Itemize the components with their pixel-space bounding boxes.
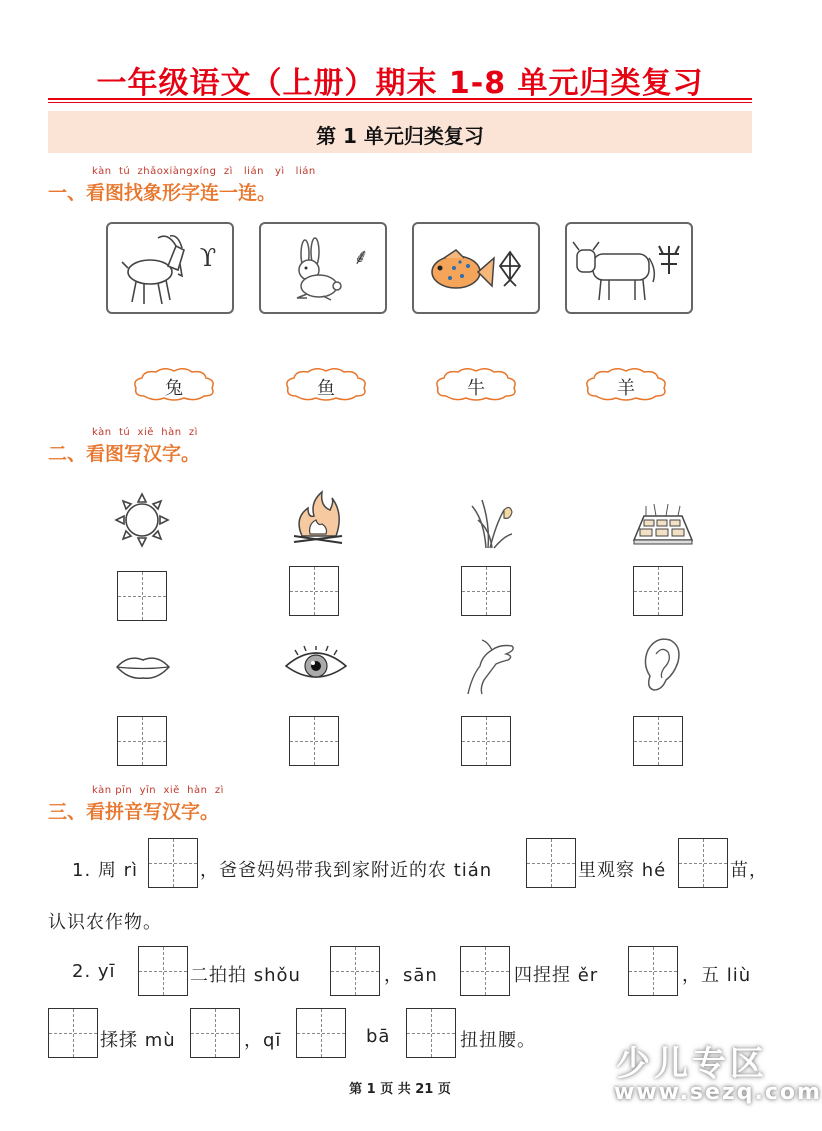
s1-part-d: 苗，: [730, 860, 768, 881]
fish-picture: [412, 222, 540, 314]
watermark-url: www.sezq.com: [614, 1080, 822, 1105]
writing-box-sun[interactable]: [117, 571, 167, 621]
s2-part-c: ，sān: [384, 965, 438, 986]
cloud-word-4-label: 羊: [617, 378, 635, 399]
s2-part-h: bā: [366, 1026, 391, 1047]
s1-part-c: 里观察 hé: [578, 860, 667, 881]
mouth-icon: [115, 652, 171, 682]
writing-box-mouth[interactable]: [117, 716, 167, 766]
answer-box-san[interactable]: [460, 946, 510, 996]
cloud-word-2-label: 鱼: [317, 378, 335, 399]
section3-title: 三、看拼音写汉字。: [48, 801, 220, 823]
fire-icon: [288, 488, 348, 548]
rabbit-picture: [259, 222, 387, 314]
page-footer: 第 1 页 共 21 页: [349, 1082, 451, 1097]
s1-part-e: 认识农作物。: [48, 912, 162, 933]
svg-text:⸙: ⸙: [352, 245, 370, 270]
title-rule-thin: [48, 102, 752, 103]
field-icon: [630, 492, 696, 548]
writing-box-hand[interactable]: [461, 716, 511, 766]
unit-title: 第 1 单元归类复习: [316, 124, 484, 148]
section2-pinyin: kàn tú xiě hàn zì: [92, 427, 198, 438]
s2-part-b: 二拍拍 shǒu: [190, 965, 301, 986]
answer-box-liu[interactable]: [48, 1008, 98, 1058]
cloud-word-3-label: 牛: [467, 378, 485, 399]
s1-part-a: 1. 周 rì: [72, 860, 139, 881]
cow-picture: [565, 222, 693, 314]
sun-icon: [112, 490, 172, 550]
title-rule: [48, 98, 752, 100]
writing-box-eye[interactable]: [289, 716, 339, 766]
s2-part-e: ，五 liù: [682, 965, 752, 986]
rice-plant-icon: [460, 490, 520, 550]
s2-part-i: 扭扭腰。: [460, 1030, 536, 1051]
writing-box-rice[interactable]: [461, 566, 511, 616]
section1-title: 一、看图找象形字连一连。: [48, 182, 277, 204]
svg-text:ϒ: ϒ: [199, 244, 217, 272]
s1-part-b: ，爸爸妈妈带我到家附近的农 tián: [200, 860, 493, 881]
answer-box-mu[interactable]: [190, 1008, 240, 1058]
answer-box-qi[interactable]: [296, 1008, 346, 1058]
answer-box-he[interactable]: [678, 838, 728, 888]
section1-pinyin: kàn tú zhǎoxiàngxíng zì lián yì lián: [92, 166, 316, 177]
answer-box-ba[interactable]: [406, 1008, 456, 1058]
goat-picture: [106, 222, 234, 314]
s2-part-g: ，qī: [244, 1030, 282, 1051]
watermark-name: 少儿专区: [616, 1044, 768, 1084]
writing-box-ear[interactable]: [633, 716, 683, 766]
answer-box-er[interactable]: [628, 946, 678, 996]
s2-part-f: 揉揉 mù: [100, 1030, 176, 1051]
eye-icon: [284, 646, 348, 686]
writing-box-field[interactable]: [633, 566, 683, 616]
cloud-word-1-label: 兔: [165, 378, 183, 399]
page-title: 一年级语文（上册）期末 1-8 单元归类复习: [96, 66, 704, 101]
section3-pinyin: kàn pīn yīn xiě hàn zì: [92, 785, 224, 796]
answer-box-shou[interactable]: [330, 946, 380, 996]
hand-icon: [462, 636, 518, 696]
answer-box-yi[interactable]: [138, 946, 188, 996]
answer-box-ri[interactable]: [148, 838, 198, 888]
ear-icon: [640, 634, 684, 696]
writing-box-fire[interactable]: [289, 566, 339, 616]
s2-part-d: 四捏捏 ěr: [514, 965, 599, 986]
s2-part-a: 2. yī: [72, 961, 116, 982]
answer-box-tian[interactable]: [526, 838, 576, 888]
section2-title: 二、看图写汉字。: [48, 443, 201, 465]
